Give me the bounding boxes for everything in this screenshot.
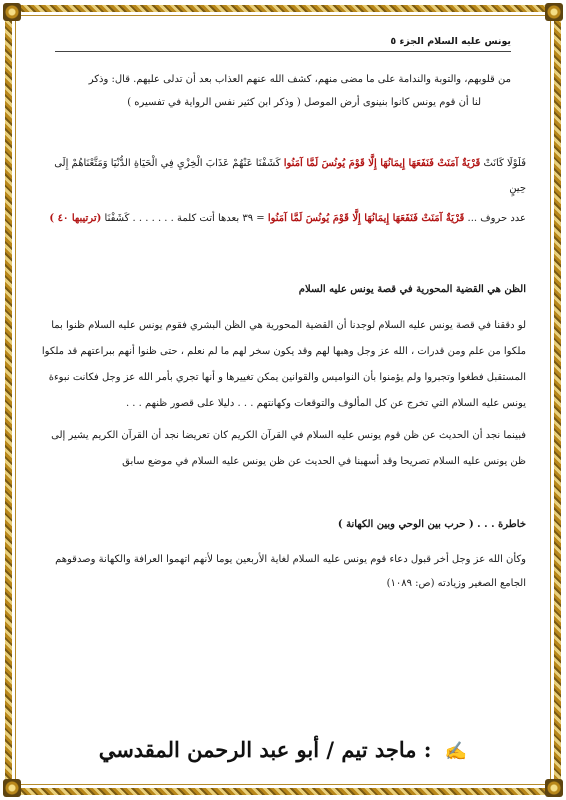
- header-divider: [55, 51, 511, 52]
- section-1-paragraph-1: لو دققنا في قصة يونس عليه السلام لوجدنا أن القضية المحورية هي الظن البشري فقوم يونس عليه السلام ظنوا بما ملكوا من علم ومن قدرات ، الله عز وجل وهبها لهم وقد يكون سخر لهم ما لم نعلم ، حتى ظنوا أنهم ببراعتهم قد ملكوا المستقبل فطغوا وتجبروا ولم يؤمنوا بأن النواميس والقوانين يمكن تغييرها و أنها تجري بأمر الله عز وجل فكانت نبوءة يونس عليه السلام التي تخرج عن كل المألوف والتوقعات وكهانتهم . . . دليلا على قصور ظنهم . . .: [41, 320, 526, 409]
- section-1-title: الظن هي القضية المحورية في قصة يونس عليه السلام: [298, 284, 526, 295]
- verse-rest: كَشَفْنَا عَنْهُمْ عَذَابَ الْخِزْيِ فِي الْحَيَاةِ الدُّنْيَا وَمَتَّعْنَاهُمْ إِلَى حِينٍ: [54, 158, 526, 194]
- section-2-paragraph: وكأن الله عز وجل أخر قبول دعاء قوم يونس عليه السلام لغاية الأربعين يوما لأنهم اتهموا العرافة والكهانة وصدقوهم الجامع الصغير وزيادته (ص: ١٠٨٩): [55, 554, 526, 589]
- intro-line-1: من قلوبهم، والتوبة والندامة على ما مضى منهم، كشف الله عنهم العذاب بعد أن تدلى عليهم. قال: وذكر: [88, 74, 511, 85]
- page-header: يونس عليه السلام الجزء ٥: [390, 36, 511, 47]
- signature-text: : ماجد تيم / أبو عبد الرحمن المقدسي: [98, 737, 432, 762]
- count-quoted: قَرْيَةٌ آمَنَتْ فَنَفَعَهَا إِيمَانُهَا إِلَّا قَوْمَ يُونُسَ لَمَّا آمَنُوا: [267, 213, 465, 224]
- letter-count-line: [40, 207, 526, 230]
- count-prefix: عدد حروف ...: [467, 213, 526, 224]
- corner-ornament-icon: [3, 779, 21, 797]
- verse-highlight: قَرْيَةٌ آمَنَتْ فَنَفَعَهَا إِيمَانُهَا إِلَّا قَوْمَ يُونُسَ لَمَّا آمَنُوا: [283, 158, 481, 169]
- verse-start: فَلَوْلَا كَانَتْ: [483, 158, 526, 169]
- count-middle: = ٣٩ بعدها أتت كلمة . . . . . . . كَشَفْنَا: [104, 213, 265, 224]
- author-signature: [65, 737, 501, 762]
- count-order: (ترتيبها ٤٠ ): [49, 213, 102, 224]
- section-2-title: خاطرة . . . ( حرب بين الوحي وبين الكهانة ): [337, 519, 526, 530]
- page-content: [40, 60, 526, 596]
- pen-icon: ✍: [444, 741, 468, 762]
- section-1-paragraph-2: فبينما نجد أن الحديث عن ظن قوم يونس عليه السلام في القرآن الكريم كان تعريضا نجد أن القرآن الكريم يشير إلى ظن يونس عليه السلام تصريحا وقد أسهبنا في الحديث عن ظن يونس عليه السلام في موضع سابق: [51, 430, 526, 467]
- corner-ornament-icon: [545, 3, 563, 21]
- corner-ornament-icon: [545, 779, 563, 797]
- corner-ornament-icon: [3, 3, 21, 21]
- intro-line-2: لنا أن قوم يونس كانوا بنينوى أرض الموصل ( وذكر ابن كثير نفس الرواية في تفسيره ): [127, 97, 481, 108]
- quran-verse: [40, 151, 526, 201]
